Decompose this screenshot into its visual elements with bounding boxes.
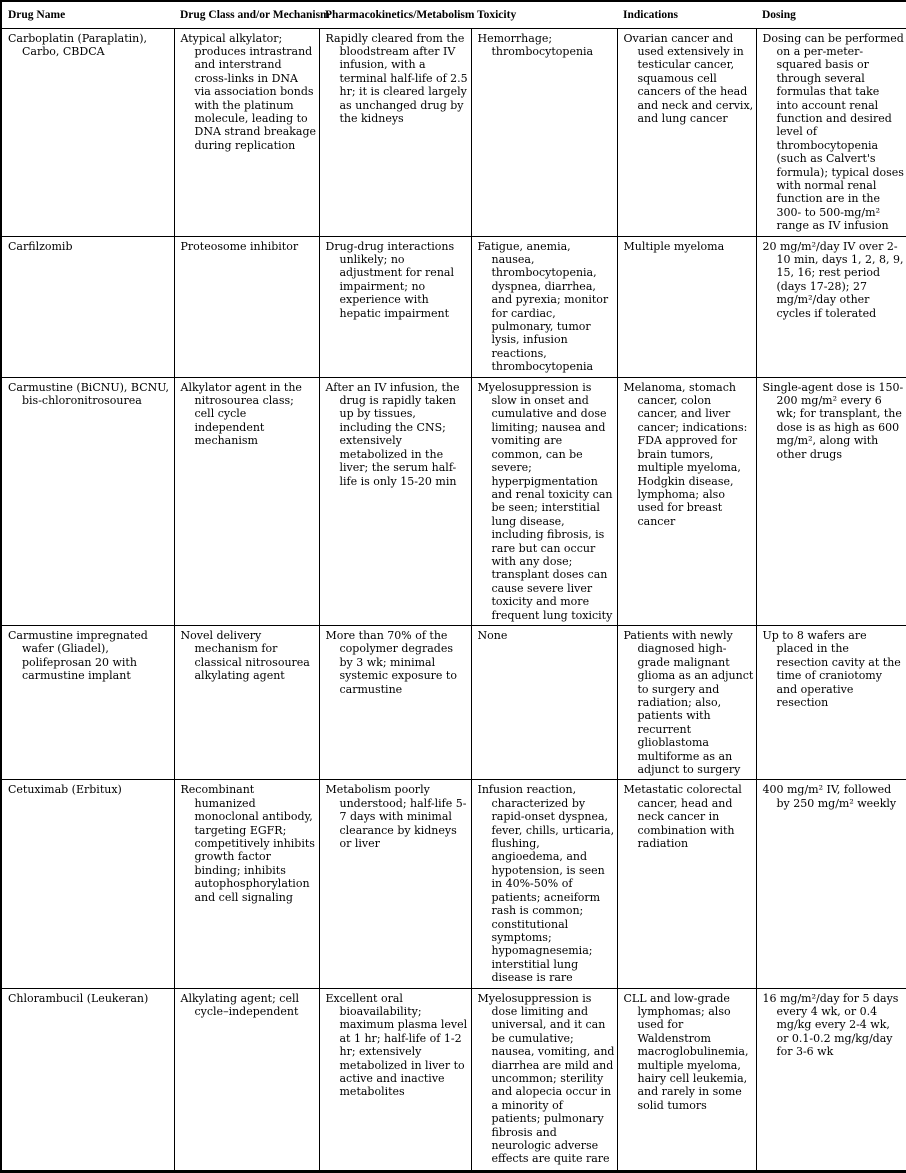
cell-dosing	[756, 780, 906, 988]
cell-dosing	[756, 988, 906, 1171]
drug-class-text: Novel delivery mechanism for classical nitrosourea alkylating agent	[180, 628, 310, 683]
pharmacokinetics-text: After an IV infusion, the drug is rapidly taken up by tissues, including the CNS; extensively metabolized in the liver; the serum half-life is only 15-20 min	[325, 380, 460, 488]
drug-class-text: Alkylating agent; cell cycle–independent	[180, 991, 300, 1018]
pharmacokinetics-text: More than 70% of the copolymer degrades by 3 wk; minimal systemic exposure to carmustine	[325, 628, 457, 696]
drug-name-text: Carboplatin (Paraplatin), Carbo, CBDCA	[8, 31, 148, 58]
cell-dosing	[756, 28, 906, 236]
column-header-pharmacokinetics: Pharmacokinetics/Metabolism	[319, 1, 471, 28]
cell-pharmacokinetics	[319, 377, 471, 625]
cell-indications	[617, 780, 756, 988]
table-row-carfilzomib	[1, 236, 906, 377]
cell-indications	[617, 28, 756, 236]
toxicity-text: Fatigue, anemia, nausea, thrombocytopenia, dyspnea, diarrhea, and pyrexia; monitor for cardiac, pulmonary, tumor lysis, infusion reactions, thrombocytopenia	[477, 239, 609, 374]
pharmacokinetics-text: Excellent oral bioavailability; maximum plasma level at 1 hr; half-life of 1-2 hr; extensively metabolized in liver to active and inactive metabolites	[325, 991, 468, 1099]
drug-name-text: Carmustine (BiCNU), BCNU, bis-chloronitrosourea	[8, 380, 169, 408]
column-header-toxicity: Toxicity	[471, 1, 617, 28]
cell-dosing	[756, 377, 906, 625]
cell-indications	[617, 377, 756, 625]
cell-pharmacokinetics	[319, 28, 471, 236]
cell-drug-name	[1, 236, 174, 377]
table-row-chlorambucil	[1, 988, 906, 1171]
cell-toxicity	[471, 28, 617, 236]
cell-drug-class	[174, 28, 319, 236]
column-header-indications: Indications	[617, 1, 756, 28]
drug-name-text: Chlorambucil (Leukeran)	[8, 991, 149, 1005]
cell-drug-class	[174, 377, 319, 625]
table-row-carboplatin	[1, 28, 906, 236]
column-header-drug-class: Drug Class and/or Mechanism	[174, 1, 319, 28]
indications-text: Patients with newly diagnosed high-grade malignant glioma as an adjunct to surgery and radiation; also, patients with recurrent glioblastoma multiforme as an adjunct to surgery	[623, 628, 754, 777]
toxicity-text: None	[477, 628, 508, 642]
cell-toxicity	[471, 780, 617, 988]
drug-class-text: Atypical alkylator; produces intrastrand and interstrand cross-links in DNA via association bonds with the platinum molecule, leading to DNA strand breakage during replication	[180, 31, 317, 152]
indications-text: Melanoma, stomach cancer, colon cancer, and liver cancer; indications: FDA approved for brain tumors, multiple myeloma, Hodgkin disease, lymphoma; also used for breast cancer	[623, 380, 748, 528]
cell-drug-name	[1, 377, 174, 625]
dosing-text: Up to 8 wafers are placed in the resection cavity at the time of craniotomy and operative resection	[762, 628, 901, 709]
drug-name-text: Carmustine impregnated wafer (Gliadel), polifeprosan 20 with carmustine implant	[8, 628, 148, 683]
toxicity-text: Hemorrhage; thrombocytopenia	[477, 31, 594, 58]
indications-text: Metastatic colorectal cancer, head and neck cancer in combination with radiation	[623, 783, 742, 851]
cell-pharmacokinetics	[319, 236, 471, 377]
drug-name-text: Cetuximab (Erbitux)	[8, 783, 122, 797]
cell-toxicity	[471, 377, 617, 625]
cell-drug-class	[174, 780, 319, 988]
dosing-text: Dosing can be performed on a per-meter-squared basis or through several formulas that take into account renal function and desired level of thrombocytopenia (such as Calvert's formula); typical doses with normal renal function are in the 300- to 500-mg/m² range as IV infusion	[762, 31, 904, 233]
dosing-text: Single-agent dose is 150-200 mg/m² every 6 wk; for transplant, the dose is as high as 600 mg/m², along with other drugs	[762, 380, 904, 461]
column-header-drug-name: Drug Name	[1, 1, 174, 28]
dosing-text: 20 mg/m²/day IV over 2-10 min, days 1, 2, 8, 9, 15, 16; rest period (days 17-28); 27 mg/m²/day other cycles if tolerated	[762, 239, 904, 320]
cell-drug-name	[1, 780, 174, 988]
table-row-carmustine-wafer	[1, 625, 906, 779]
indications-text: CLL and low-grade lymphomas; also used for Waldenstrom macroglobulinemia, multiple myeloma, hairy cell leukemia, and rarely in some solid tumors	[623, 991, 749, 1112]
table-row-carmustine	[1, 377, 906, 625]
cell-indications	[617, 236, 756, 377]
pharmacokinetics-text: Metabolism poorly understood; half-life 5-7 days with minimal clearance by kidneys or liver	[325, 783, 467, 851]
dosing-text: 400 mg/m² IV, followed by 250 mg/m² weekly	[762, 783, 897, 810]
cell-indications	[617, 988, 756, 1171]
cell-drug-name	[1, 988, 174, 1171]
cell-drug-class	[174, 236, 319, 377]
indications-text: Ovarian cancer and used extensively in testicular cancer, squamous cell cancers of the head and neck and cervix, and lung cancer	[623, 31, 754, 125]
cell-toxicity	[471, 236, 617, 377]
toxicity-text: Infusion reaction, characterized by rapid-onset dyspnea, fever, chills, urticaria, flushing, angioedema, and hypotension, is seen in 40%-50% of patients; acneiform rash is common; constitutional symptoms; hypomagnesemia; interstitial lung disease is rare	[477, 783, 615, 985]
indications-text: Multiple myeloma	[623, 239, 725, 253]
cell-indications	[617, 625, 756, 779]
drug-name-text: Carfilzomib	[8, 239, 73, 253]
pharmacokinetics-text: Drug-drug interactions unlikely; no adjustment for renal impairment; no experience with hepatic impairment	[325, 239, 455, 320]
toxicity-text: Myelosuppression is dose limiting and universal, and it can be cumulative; nausea, vomiting, and diarrhea are mild and uncommon; sterility and alopecia occur in a minority of patients; pulmonary fibrosis and neurologic adverse effects are quite rare	[477, 991, 615, 1166]
header-row	[1, 1, 906, 28]
drug-class-text: Proteosome inhibitor	[180, 239, 299, 253]
cell-drug-class	[174, 625, 319, 779]
dosing-text: 16 mg/m²/day for 5 days every 4 wk, or 0.4 mg/kg every 2-4 wk, or 0.1-0.2 mg/kg/day for 3-6 wk	[762, 991, 899, 1059]
cell-pharmacokinetics	[319, 988, 471, 1171]
toxicity-text: Myelosuppression is slow in onset and cumulative and dose limiting; nausea and vomiting are common, can be severe; hyperpigmentation and renal toxicity can be seen; interstitial lung disease, including fibrosis, is rare but can occur with any dose; transplant doses can cause severe liver toxicity and more frequent lung toxicity	[477, 380, 613, 622]
pharmacokinetics-text: Rapidly cleared from the bloodstream after IV infusion, with a terminal half-life of 2.5 hr; it is cleared largely as unchanged drug by the kidneys	[325, 31, 468, 125]
cell-pharmacokinetics	[319, 625, 471, 779]
cell-toxicity	[471, 988, 617, 1171]
drug-class-text: Alkylator agent in the nitrosourea class; cell cycle independent mechanism	[180, 380, 302, 448]
cell-drug-name	[1, 28, 174, 236]
cell-pharmacokinetics	[319, 780, 471, 988]
cell-dosing	[756, 236, 906, 377]
cell-drug-class	[174, 988, 319, 1171]
table-row-cetuximab	[1, 780, 906, 988]
column-header-dosing: Dosing	[756, 1, 906, 28]
drug-class-text: Recombinant humanized monoclonal antibody, targeting EGFR; competitively inhibits growth factor binding; inhibits autophosphorylation and cell signaling	[180, 783, 315, 904]
cell-drug-name	[1, 625, 174, 779]
cell-dosing	[756, 625, 906, 779]
cell-toxicity	[471, 625, 617, 779]
